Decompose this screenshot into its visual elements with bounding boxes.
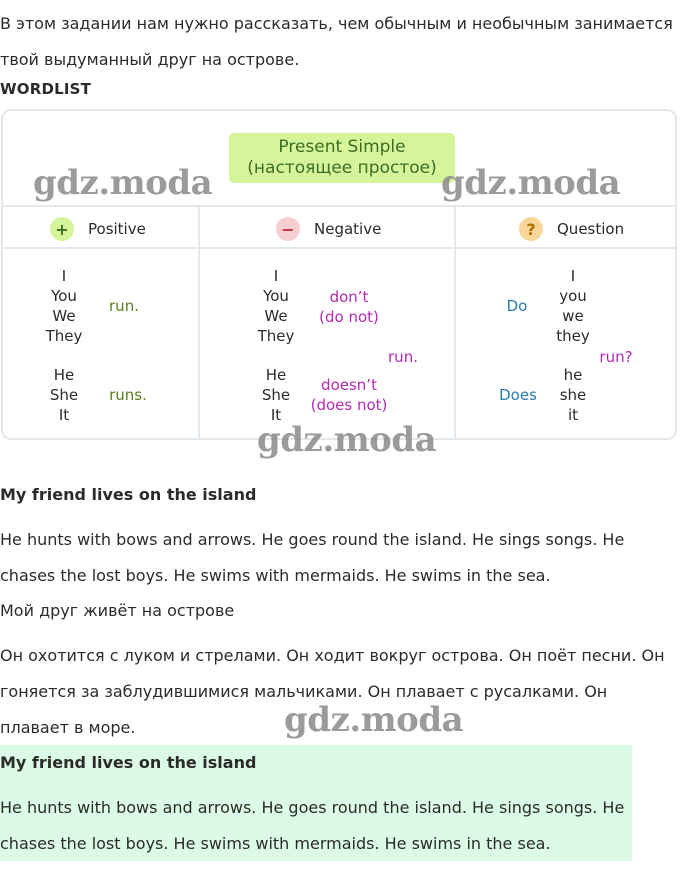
pronoun: It (270, 406, 282, 424)
negative-verb: run. (388, 348, 418, 366)
question-verb: run? (599, 348, 633, 366)
pronoun: she (559, 386, 587, 404)
question-aux-1: Do (506, 297, 528, 315)
russian-text: Он охотится с луком и стрелами. Он ходит вокруг острова. Он поёт песни. Он гоняется за заблудившимися мальчиками. Он плавает с русалками. Он плавает в море. (0, 646, 665, 737)
watermark-logo: gdz.moda (284, 700, 464, 740)
english-text: He hunts with bows and arrows. He goes round the island. He sings songs. He chases the lost boys. He swims with mermaids. He swims in the sea. (0, 530, 625, 585)
wordlist-label: WORDLIST (0, 80, 92, 98)
answer-text: He hunts with bows and arrows. He goes round the island. He sings songs. He chases the lost boys. He swims with mermaids. He swims in the sea. (0, 798, 625, 853)
pronoun: they (556, 327, 590, 345)
watermark-logo: gdz.moda (33, 163, 213, 203)
pronoun: They (45, 327, 83, 345)
table-title (229, 133, 455, 183)
pronoun: we (562, 307, 584, 325)
aux-word: (does not) (310, 396, 388, 414)
minus-icon: − (276, 217, 300, 241)
pronoun: You (263, 287, 289, 305)
present-simple-table (1, 109, 677, 440)
watermark-logo: gdz.moda (257, 420, 437, 460)
column-divider-1 (198, 205, 200, 438)
header-positive (50, 215, 146, 243)
pronoun: I (273, 267, 279, 285)
question-icon: ? (519, 217, 543, 241)
table-title-line1: Present Simple (278, 137, 406, 157)
pronoun: We (264, 307, 288, 325)
positive-verb-1: run. (109, 297, 139, 315)
pronoun: You (51, 287, 77, 305)
header-positive-label: Positive (88, 220, 146, 238)
question-aux-2: Does (499, 386, 537, 404)
question-pronouns-1 (548, 266, 598, 346)
header-question-label: Question (557, 220, 625, 238)
pronoun: He (265, 366, 287, 384)
header-negative-label: Negative (314, 220, 382, 238)
table-title-line2: (настоящее простое) (247, 158, 437, 178)
pronoun: I (570, 267, 576, 285)
russian-title: Мой друг живёт на острове (0, 601, 235, 620)
plus-icon: + (50, 217, 74, 241)
intro-text: В этом задании нам нужно рассказать, чем обычным и необычным занимается твой выдуманный друг на острове. (0, 14, 673, 69)
header-divider-top (3, 205, 675, 207)
positive-pronouns-2 (39, 365, 89, 425)
pronoun: She (261, 386, 291, 404)
pronoun: It (58, 406, 70, 424)
question-pronouns-2 (548, 365, 598, 425)
pronoun: We (52, 307, 76, 325)
negative-pronouns-1 (251, 266, 301, 346)
pronoun: She (49, 386, 79, 404)
header-negative (276, 215, 381, 243)
positive-verb-2: runs. (109, 386, 147, 404)
pronoun: you (559, 287, 587, 305)
positive-pronouns-1 (39, 266, 89, 346)
answer-title: My friend lives on the island (0, 753, 257, 772)
pronoun: he (563, 366, 583, 384)
negative-aux-1 (313, 287, 385, 327)
header-question (519, 215, 624, 243)
watermark-logo: gdz.moda (441, 163, 621, 203)
pronoun: it (567, 406, 579, 424)
aux-word: don’t (329, 288, 369, 306)
english-title: My friend lives on the island (0, 485, 257, 504)
column-divider-2 (454, 205, 456, 438)
header-divider-bottom (3, 247, 675, 249)
aux-word: (do not) (319, 308, 379, 326)
negative-aux-2 (305, 375, 393, 415)
pronoun: I (61, 267, 67, 285)
aux-word: doesn’t (321, 376, 377, 394)
negative-pronouns-2 (251, 365, 301, 425)
pronoun: He (53, 366, 75, 384)
pronoun: They (257, 327, 295, 345)
